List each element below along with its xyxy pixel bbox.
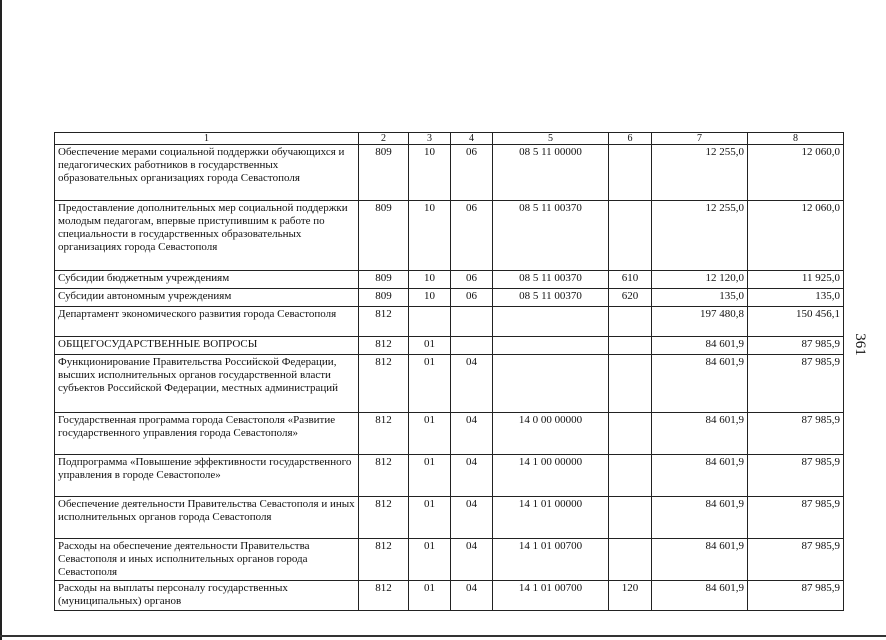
page-left-border [0,0,2,640]
row-target: 08 5 11 00370 [493,201,609,271]
row-section: 01 [409,497,451,539]
col-header-3: 3 [409,133,451,145]
row-name: Функционирование Правительства Российской Федерации, высших исполнительных органов государственной власти субъектов Российской Федерации, местных администраций [55,355,359,413]
row-section: 01 [409,337,451,355]
row-sum-1: 12 255,0 [652,201,748,271]
row-name: ОБЩЕГОСУДАРСТВЕННЫЕ ВОПРОСЫ [55,337,359,355]
table-header-row [55,133,844,145]
row-sum-1: 84 601,9 [652,455,748,497]
col-header-2: 2 [359,133,409,145]
row-type [609,539,652,581]
row-subsection: 04 [451,581,493,611]
row-sum-1: 84 601,9 [652,337,748,355]
table-row [55,271,844,289]
row-subsection: 06 [451,145,493,201]
row-section: 10 [409,201,451,271]
row-sum-2: 11 925,0 [748,271,844,289]
row-target [493,337,609,355]
row-target: 14 1 01 00700 [493,539,609,581]
row-type [609,307,652,337]
row-sum-2: 87 985,9 [748,581,844,611]
row-sum-1: 84 601,9 [652,413,748,455]
page-bottom-rule [0,635,886,637]
row-target: 08 5 11 00370 [493,271,609,289]
row-section: 01 [409,413,451,455]
table-row [55,581,844,611]
row-sum-2: 87 985,9 [748,337,844,355]
row-name: Обеспечение деятельности Правительства Севастополя и иных исполнительных органов города Севастополя [55,497,359,539]
row-section: 01 [409,355,451,413]
row-sum-1: 84 601,9 [652,497,748,539]
table-row [55,455,844,497]
col-header-6: 6 [609,133,652,145]
row-name: Субсидии автономным учреждениям [55,289,359,307]
row-target: 08 5 11 00000 [493,145,609,201]
row-type [609,413,652,455]
row-sum-2: 12 060,0 [748,145,844,201]
row-subsection: 04 [451,539,493,581]
page-number: 361 [851,333,868,356]
col-header-1: 1 [55,133,359,145]
row-sum-2: 135,0 [748,289,844,307]
row-name: Субсидии бюджетным учреждениям [55,271,359,289]
row-section [409,307,451,337]
row-type [609,455,652,497]
row-sum-2: 87 985,9 [748,413,844,455]
row-sum-1: 84 601,9 [652,355,748,413]
row-name: Департамент экономического развития города Севастополя [55,307,359,337]
row-type [609,201,652,271]
row-sum-2: 150 456,1 [748,307,844,337]
table-row [55,337,844,355]
row-sum-2: 87 985,9 [748,355,844,413]
row-ved: 812 [359,337,409,355]
table-row [55,497,844,539]
table-row [55,307,844,337]
row-type: 120 [609,581,652,611]
row-sum-2: 87 985,9 [748,455,844,497]
row-ved: 809 [359,271,409,289]
row-name: Предоставление дополнительных мер социальной поддержки молодым педагогам, впервые приступившим к работе по специальности в государственных образовательных организациях города Севастополя [55,201,359,271]
row-sum-1: 197 480,8 [652,307,748,337]
table-row [55,201,844,271]
row-sum-1: 135,0 [652,289,748,307]
row-ved: 812 [359,539,409,581]
row-ved: 812 [359,581,409,611]
row-subsection: 06 [451,271,493,289]
row-ved: 809 [359,201,409,271]
row-ved: 812 [359,307,409,337]
row-target: 08 5 11 00370 [493,289,609,307]
col-header-5: 5 [493,133,609,145]
row-name: Обеспечение мерами социальной поддержки обучающихся и педагогических работников в государственных образовательных организациях города Севастополя [55,145,359,201]
row-subsection: 06 [451,201,493,271]
row-sum-1: 84 601,9 [652,539,748,581]
row-subsection [451,337,493,355]
row-ved: 812 [359,413,409,455]
row-target: 14 1 01 00000 [493,497,609,539]
row-sum-2: 87 985,9 [748,497,844,539]
row-target: 14 0 00 00000 [493,413,609,455]
row-subsection: 04 [451,455,493,497]
row-ved: 812 [359,355,409,413]
row-section: 01 [409,539,451,581]
row-ved: 812 [359,455,409,497]
row-target [493,307,609,337]
row-section: 10 [409,271,451,289]
row-sum-1: 12 120,0 [652,271,748,289]
row-subsection: 06 [451,289,493,307]
row-sum-2: 87 985,9 [748,539,844,581]
row-subsection: 04 [451,497,493,539]
row-target: 14 1 00 00000 [493,455,609,497]
row-sum-2: 12 060,0 [748,201,844,271]
row-ved: 809 [359,145,409,201]
row-type [609,355,652,413]
row-type [609,145,652,201]
table-row [55,145,844,201]
row-sum-1: 84 601,9 [652,581,748,611]
row-target: 14 1 01 00700 [493,581,609,611]
row-subsection: 04 [451,413,493,455]
row-type: 620 [609,289,652,307]
row-type: 610 [609,271,652,289]
row-section: 10 [409,145,451,201]
row-target [493,355,609,413]
row-section: 01 [409,581,451,611]
table-row [55,289,844,307]
row-section: 10 [409,289,451,307]
row-ved: 812 [359,497,409,539]
row-type [609,337,652,355]
row-name: Расходы на обеспечение деятельности Правительства Севастополя и иных исполнительных органов города Севастополя [55,539,359,581]
row-type [609,497,652,539]
row-name: Подпрограмма «Повышение эффективности государственного управления в городе Севастополе» [55,455,359,497]
col-header-4: 4 [451,133,493,145]
row-ved: 809 [359,289,409,307]
budget-table [54,132,844,611]
table-row [55,539,844,581]
col-header-7: 7 [652,133,748,145]
row-subsection [451,307,493,337]
table-row [55,355,844,413]
row-name: Государственная программа города Севастополя «Развитие государственного управления города Севастополя» [55,413,359,455]
table-row [55,413,844,455]
col-header-8: 8 [748,133,844,145]
row-subsection: 04 [451,355,493,413]
row-sum-1: 12 255,0 [652,145,748,201]
row-name: Расходы на выплаты персоналу государственных (муниципальных) органов [55,581,359,611]
row-section: 01 [409,455,451,497]
